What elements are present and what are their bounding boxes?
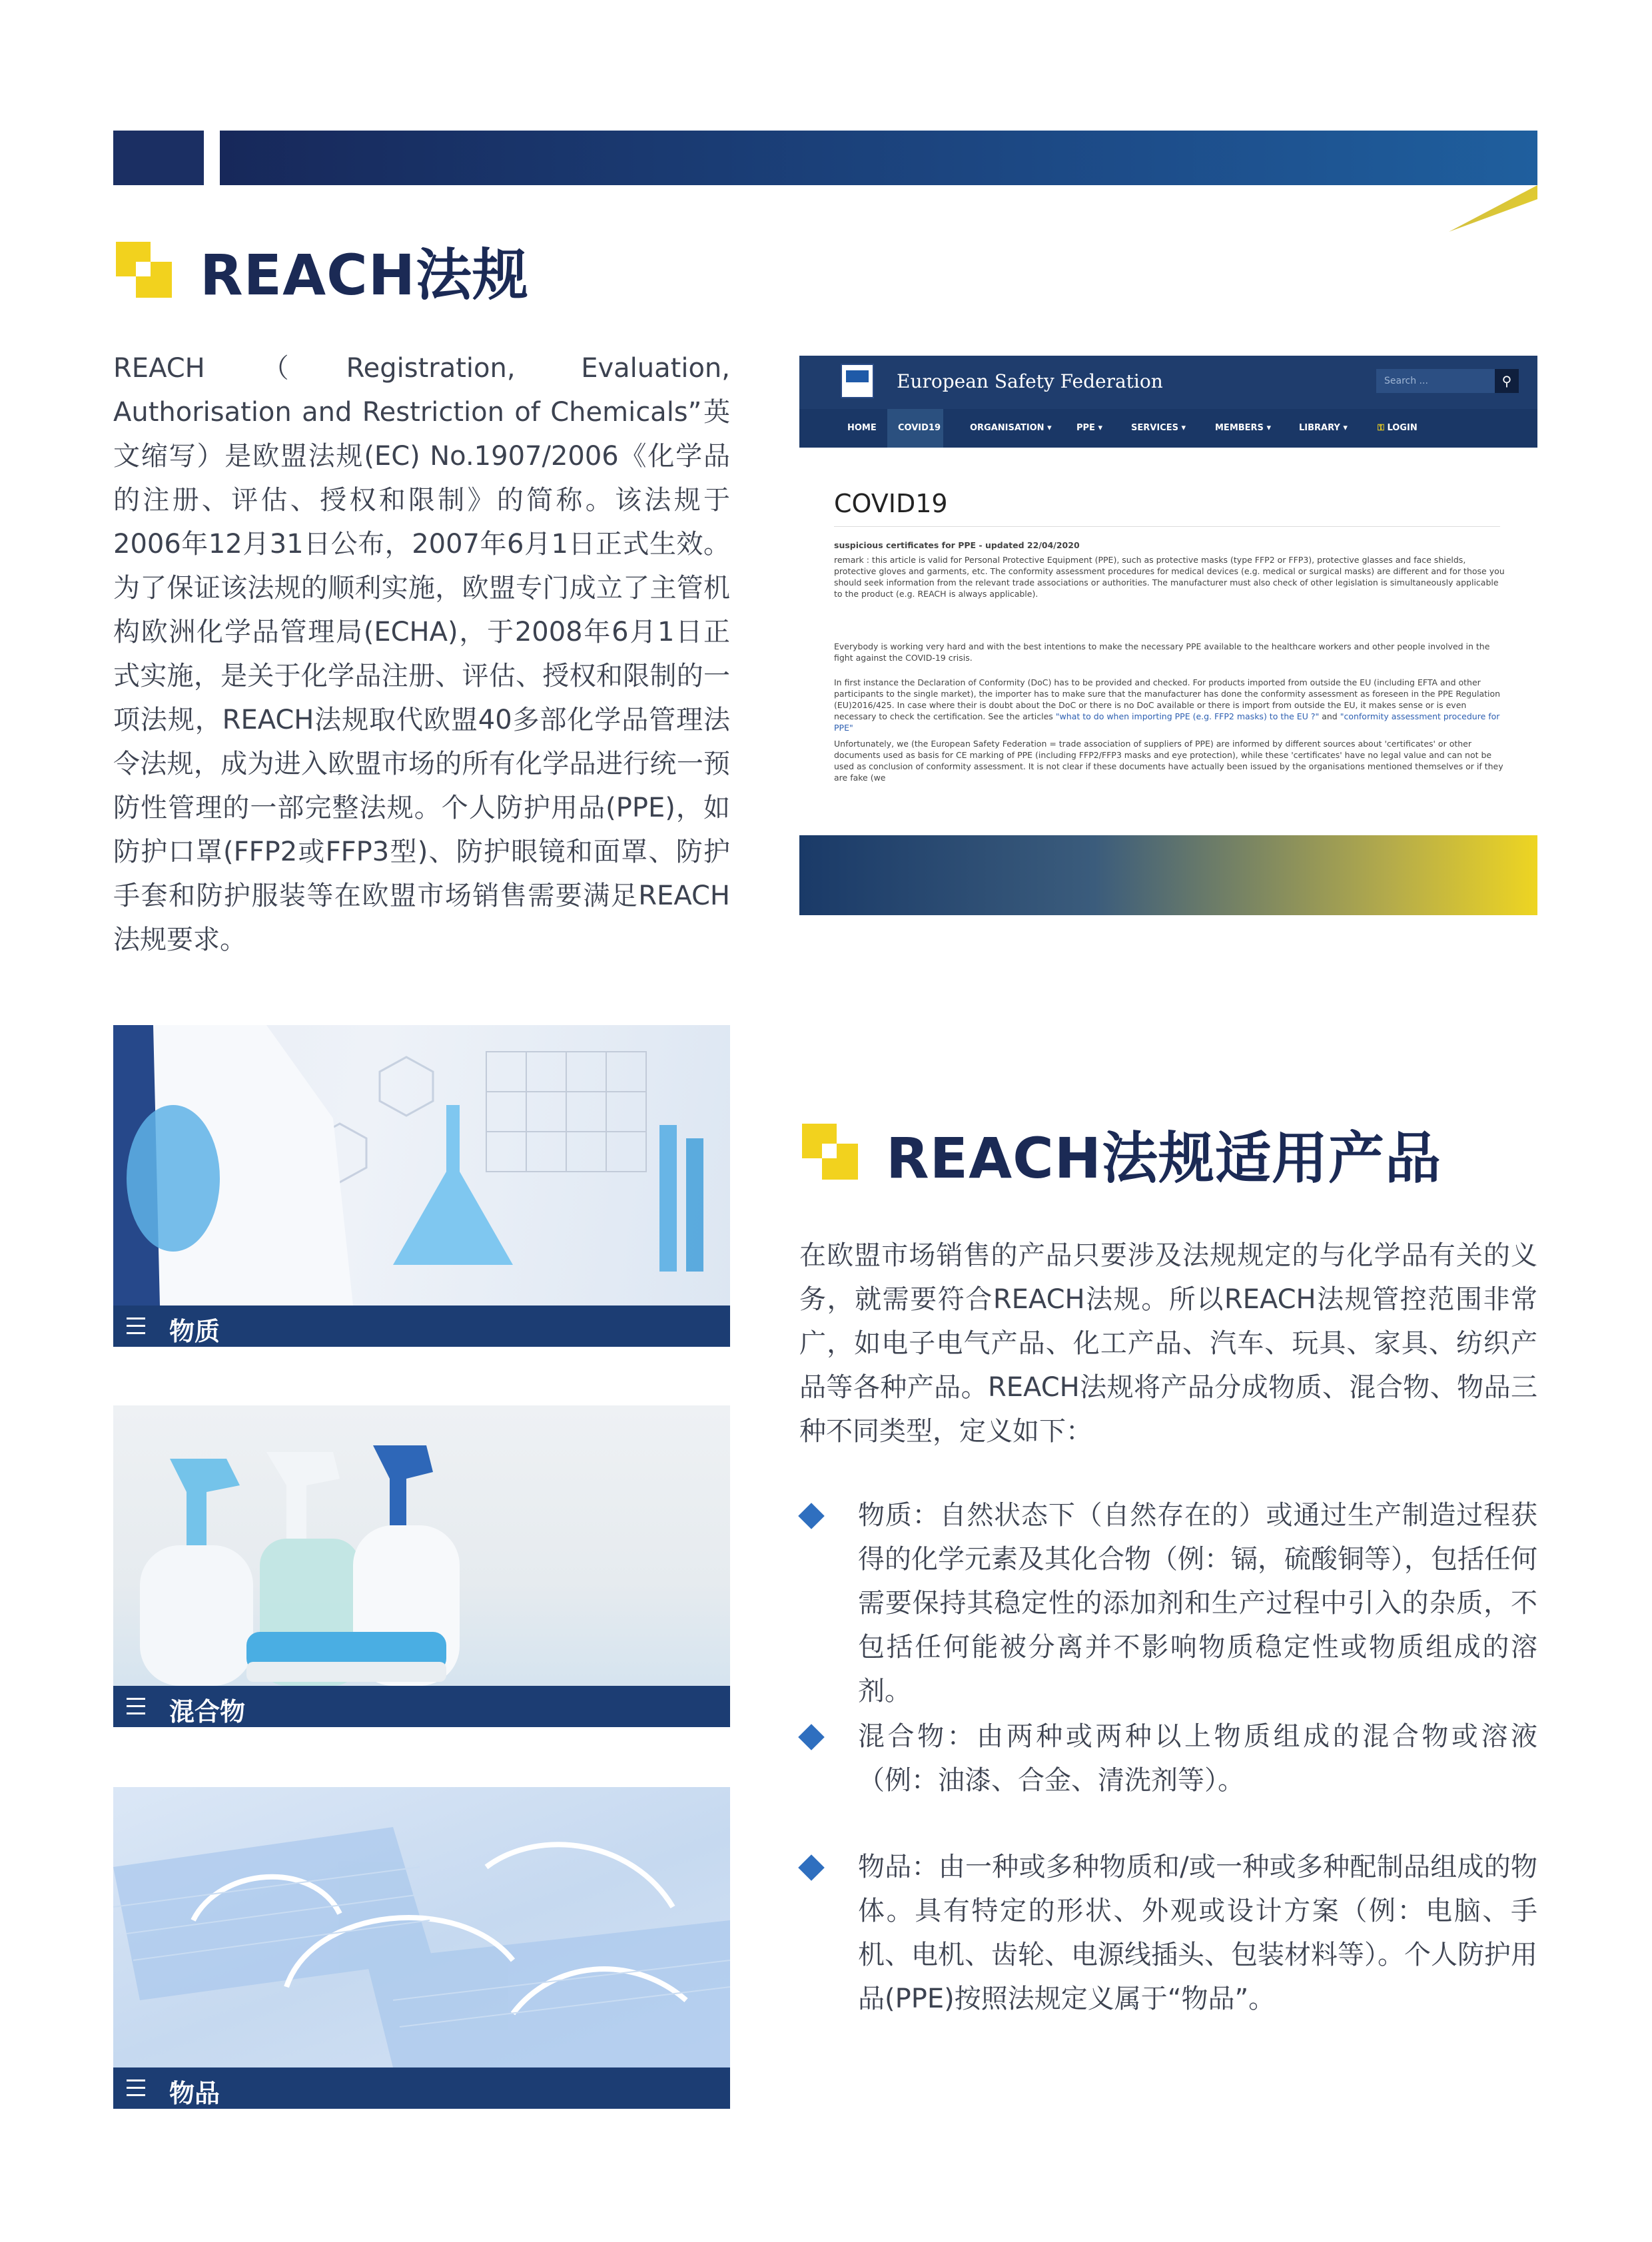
reach-description: REACH（Registration, Evaluation, Authorisation and Restriction of Chemicals”英文缩写）是欧盟法规(EC) No.1907/2006《化学品的注册、评估、授权和限制》的简称。该法规于2006年12月31日公布，2007年6月1日正式生效。为了保证该法规的顺利实施，欧盟专门成立了主管机构欧洲化学品管理局(ECHA)，于2008年6月1日正式实施，是关于化学品注册、评估、授权和限制的一项法规，REACH法规取代欧盟40多部化学品管理法令法规，成为进入欧盟市场的所有化学品进行统一预防性管理的一部完整法规。个人防护用品(PPE)，如防护口罩(FFP2或FFP3型)、防护眼镜和面罩、防护手套和防护服装等在欧盟市场销售需要满足REACH法规要求。: [113, 353, 730, 955]
menu-icon: [127, 2079, 145, 2101]
web-page-title: COVID19: [834, 489, 948, 518]
site-search-input[interactable]: Search ...: [1376, 369, 1495, 393]
menu-icon: [127, 1698, 145, 1720]
header-corner-accent: [1449, 185, 1537, 232]
heading-squares-icon: [116, 242, 172, 298]
web-paragraph-3-text: In first instance the Declaration of Conformity (DoC) has to be provided and checked. For products imported from outside the EU (including EFTA and other participants to the single market), the importer has to make sure that the manufacturer has done the conformity assessment as foreseen in the PPE Regulation (EU)2016/425. In case where their is doubt about the DoC or there is no DoC available or there is import from outside the EU, it makes sense or is even necessary to check the certification. See the articles: [834, 677, 1501, 721]
nav-covid19[interactable]: COVID19: [898, 423, 941, 433]
menu-icon: [127, 1317, 145, 1339]
site-header: [799, 356, 1537, 409]
caption-article: 物品: [169, 2079, 220, 2108]
header-bar-block: [113, 131, 204, 185]
definition-mixture: 混合物：由两种或两种以上物质组成的混合物或溶液（例：油漆、合金、清洗剂等）。: [858, 1721, 1537, 1796]
nav-members[interactable]: MEMBERS ▾: [1215, 423, 1271, 433]
nav-home[interactable]: HOME: [847, 423, 877, 433]
website-screenshot: [799, 356, 1537, 889]
nav-organisation[interactable]: ORGANISATION ▾: [970, 423, 1052, 433]
diamond-bullet-icon: [798, 1503, 825, 1529]
web-paragraph-3-and: and: [1322, 711, 1338, 721]
photo-mixture: [113, 1405, 730, 1727]
header-bar: [220, 131, 1537, 185]
web-link-conformity[interactable]: "conformity assessment procedure for PPE": [834, 711, 1500, 733]
section-title-reach: REACH法规: [200, 242, 530, 308]
diamond-bullet-icon: [798, 1854, 825, 1881]
definition-substance: 物质：自然状态下（自然存在的）或通过生产制造过程获得的化学元素及其化合物（例：镉，硫酸铜等），包括任何需要保持其稳定性的添加剂和生产过程中引入的杂质，不包括任何能被分离并不影响物质稳定性或物质组成的溶剂。: [858, 1500, 1537, 1706]
divider: [834, 526, 1500, 527]
heading-squares-icon: [802, 1124, 858, 1180]
nav-ppe[interactable]: PPE ▾: [1076, 423, 1102, 433]
lab-scene-illustration: [113, 1025, 730, 1306]
caption-bar: [113, 2067, 730, 2109]
face-masks-illustration: [113, 1787, 730, 2067]
web-link-importing-ppe[interactable]: "what to do when importing PPE (e.g. FFP2 masks) to the EU ?": [1055, 711, 1320, 721]
site-name: European Safety Federation: [897, 370, 1163, 392]
web-paragraph-2: Everybody is working very hard and with the best intentions to make the necessary PPE available to the healthcare workers and other people involved in the fight against the COVID-19 crisis.: [834, 641, 1490, 663]
diamond-bullet-icon: [798, 1724, 825, 1750]
nav-login-label: LOGIN: [1387, 423, 1418, 433]
photo-article: [113, 1787, 730, 2109]
site-logo[interactable]: [841, 364, 874, 398]
web-paragraph-1: remark : this article is valid for Personal Protective Equipment (PPE), such as protective masks (type FFP2 or FFP3), protective glasses and face shields, protective gloves and garments, etc. The conformity assessment procedures for medical devices (e.g. medical or surgical masks) are different and for those you should seek information from the relevant trade associations or authorities. The manufacturer must also check of other legislation is simultaneously applicable to the product (e.g. REACH is always applicable).: [834, 555, 1505, 599]
nav-library[interactable]: LIBRARY ▾: [1299, 423, 1348, 433]
nav-login[interactable]: [1378, 409, 1418, 448]
caption-bar: [113, 1306, 730, 1347]
photo-substance: [113, 1025, 730, 1347]
nav-services[interactable]: SERVICES ▾: [1131, 423, 1186, 433]
caption-substance: 物质: [169, 1317, 220, 1346]
web-subtitle: suspicious certificates for PPE - updated 22/04/2020: [834, 540, 1080, 550]
section-title-applicable-products: REACH法规适用产品: [886, 1126, 1442, 1191]
key-icon: ⚿: [1378, 423, 1384, 433]
caption-bar: [113, 1686, 730, 1727]
search-icon[interactable]: ⚲: [1495, 369, 1519, 393]
definition-article: 物品：由一种或多种物质和/或一种或多种配制品组成的物体。具有特定的形状、外观或设计方案（例：电脑、手机、电机、齿轮、电源线插头、包装材料等）。个人防护用品(PPE)按照法规定义属于“物品”。: [858, 1852, 1537, 2014]
web-paragraph-4: Unfortunately, we (the European Safety Federation = trade association of suppliers of PPE) are informed by different sources about 'certificates' or other documents used as basis for CE marking of PPE (including FFP2/FFP3 masks and eye protection), while these 'certificates' have no legal value and can not be used as conclusion of conformity assessment. It is not clear if these documents have actually been issued by the organisations mentioned themselves or if they are fake (we: [834, 739, 1503, 783]
applicable-products-intro: 在欧盟市场销售的产品只要涉及法规规定的与化学品有关的义务，就需要符合REACH法规。所以REACH法规管控范围非常广，如电子电气产品、化工产品、汽车、玩具、家具、纺织产品等各种产品。REACH法规将产品分成物质、混合物、物品三种不同类型，定义如下：: [799, 1240, 1537, 1447]
screenshot-gradient-bar: [799, 835, 1537, 915]
web-paragraph-3: [834, 677, 1507, 733]
caption-mixture: 混合物: [169, 1697, 246, 1726]
cleaning-bottles-illustration: [113, 1405, 730, 1686]
